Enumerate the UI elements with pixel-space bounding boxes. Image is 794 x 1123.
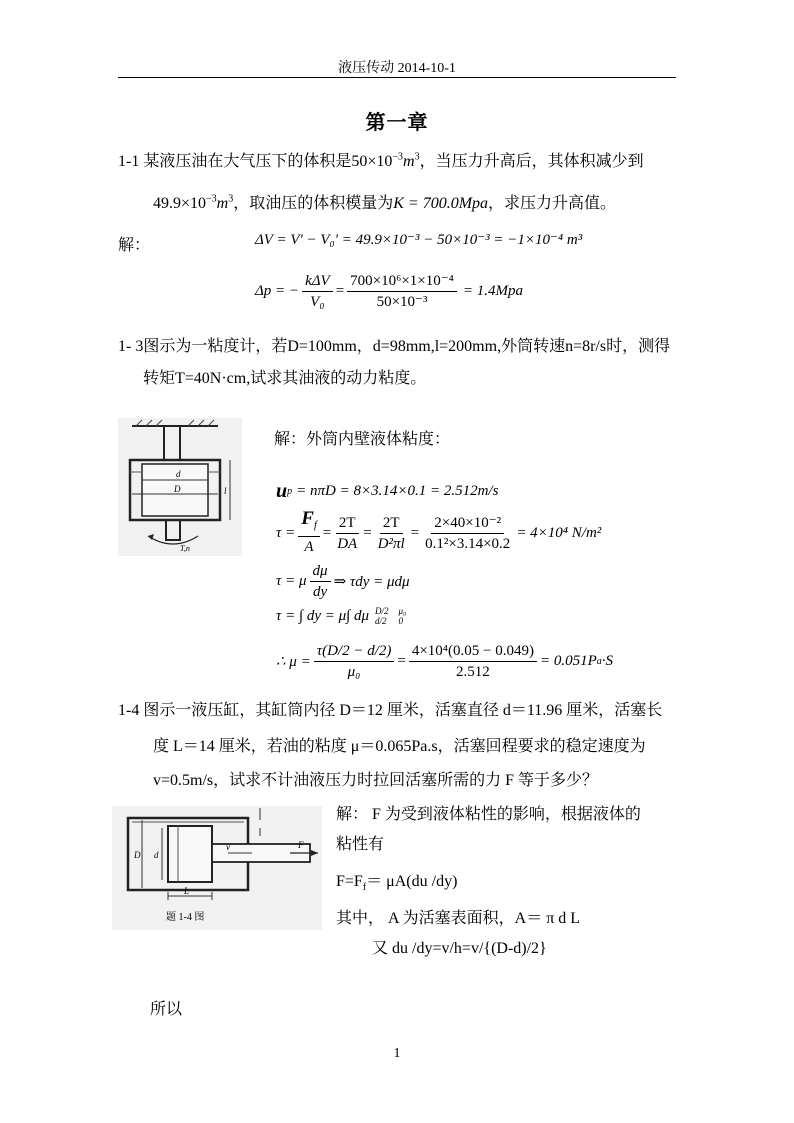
problem-1-3-line1: 1- 3图示为一粘度计，若D=100mm，d=98mm,l=200mm,外筒转速n=8r/s时，测得 (118, 338, 671, 355)
hydraulic-cylinder-figure (112, 806, 322, 930)
problem-1-1-line1: 1-1 某液压油在大气压下的体积是$50\times 10^{-3}m^3$，当压力升高后，其体积减少到 (118, 151, 644, 170)
problem-1-1-line2: $49.9\times 10^{-3}m^3$，取油压的体积模量为K = 700.0Mpa，求压力升高值。 (153, 193, 617, 212)
solution-1-4-line6: 所以 (150, 1001, 183, 1018)
problem-1-4-line1: 1-4 图示一液压缸，其缸筒内径 D＝12 厘米，活塞直径 d＝11.96 厘米，活塞长 (118, 702, 663, 719)
problem-1-4-line2: 度 L＝14 厘米，若油的粘度 μ＝0.065Pa.s，活塞回程要求的稳定速度为 (153, 738, 646, 755)
svg-text:T,n: T,n (180, 544, 190, 553)
solution-label-1-3: 解：外筒内壁液体粘度： (274, 431, 451, 448)
equation-integral: τ = ∫ dy = μ∫ dμ D/2 d/2 μ₀ 0 (276, 606, 407, 626)
svg-text:l: l (224, 486, 227, 496)
equation-dynamic-viscosity: ∴ μ = $\frac{\tau(D/2 - d/2)}{\text{μ₀}}$ = $\frac{\text{4×10⁴(0.05 − 0.049)}}{2.512}$ = 0.051P a ·S (276, 643, 614, 680)
chapter-title: 第一章 (365, 112, 429, 134)
svg-text:D: D (174, 484, 181, 494)
equation-shear-stress: τ = $\frac{F_f}{A}$ = $\frac{2T}{DA}$ = $\frac{2T}{\text{D²πl}}$ = $\frac{\text{2×40×10⁻²}}{\text{0.1²×3.14×0.2}}$ = 4×10⁴ N/m² (276, 508, 602, 555)
svg-text:L: L (184, 886, 190, 896)
svg-text:v: v (226, 842, 230, 852)
solution-1-4-line5: 又 du /dy=v/h=v/{(D-d)/2} (372, 940, 547, 957)
equation-velocity: u p = nπD = 8×3.14×0.1 = 2.512m/s (276, 480, 499, 502)
header-rule (118, 77, 676, 78)
svg-text:F: F (298, 840, 304, 850)
problem-1-3-line2: 转矩T=40N·cm,试求其油液的动力粘度。 (143, 370, 427, 387)
equation-delta-v: ΔV = V′ − V₀′ = 49.9×10⁻³ − 50×10⁻³ = −1×10⁻⁴ m³ (255, 232, 583, 248)
solution-label-1-1: 解： (118, 237, 151, 254)
svg-text:d: d (154, 850, 159, 860)
page-number: 1 (393, 1046, 401, 1061)
svg-text:d: d (176, 469, 181, 479)
equation-delta-p: Δp = − $\frac{\text{kΔV}}{\text{V₀}}$ = $\frac{\text{700×10⁶×1×10⁻⁴}}{\text{50×10⁻³}}$ = 1.4Mpa (255, 273, 524, 310)
equation-newton-viscosity: τ = μ $\frac{d\mu}{dy}$ ⇒ τdy = μdμ (276, 563, 410, 600)
svg-text:D: D (134, 850, 141, 860)
solution-1-4-line1: 解： F 为受到液体粘性的影响，根据液体的 (336, 806, 641, 823)
viscometer-figure (118, 418, 242, 556)
solution-1-4-line4: 其中， A 为活塞表面积，A＝ π d L (336, 910, 581, 927)
page-header: 液压传动 2014-10-1 (338, 61, 456, 76)
svg-text:题 1-4 图: 题 1-4 图 (166, 912, 205, 923)
solution-1-4-line3: $F=F_f= \mu A(du$ /dy) (336, 873, 458, 894)
solution-1-4-line2: 粘性有 (336, 836, 385, 853)
problem-1-4-line3: v=0.5m/s，试求不计油液压力时拉回活塞所需的力 F 等于多少？ (153, 772, 599, 789)
